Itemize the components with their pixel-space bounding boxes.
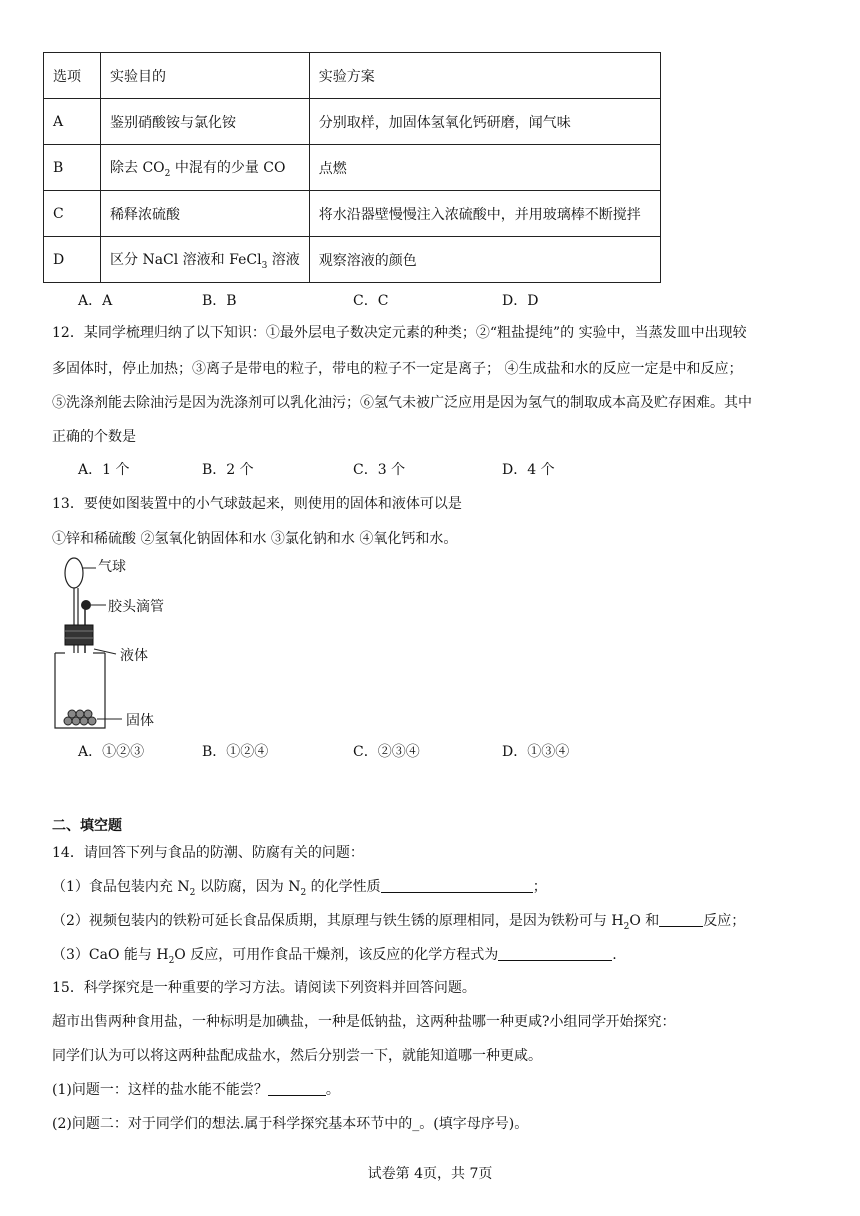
q11-option-a: A．A bbox=[78, 293, 113, 309]
balloon-label: 气球 bbox=[98, 559, 126, 575]
q15-line: 超市出售两种食用盐，一种标明是加碘盐，一种是低钠盐，这两种盐哪一种更咸?小组同学开始探究： bbox=[52, 1014, 676, 1030]
q13-stem: 13．要使如图装置中的小气球鼓起来，则使用的固体和液体可以是 bbox=[52, 496, 462, 512]
q14-stem: 14．请回答下列与食品的防潮、防腐有关的问题： bbox=[52, 845, 364, 861]
page-footer: 试卷第 4页，共 7页 bbox=[367, 1166, 493, 1182]
option-cell: D bbox=[44, 237, 101, 283]
q12-option-c: C．3 个 bbox=[353, 462, 406, 478]
q13-option-d: D．①③④ bbox=[502, 744, 570, 760]
section-heading: 二、填空题 bbox=[52, 818, 122, 834]
table-header-row bbox=[44, 53, 661, 99]
q15-question2: (2)问题二：对于同学们的想法.属于科学探究基本环节中的_。(填字母序号)。 bbox=[52, 1116, 529, 1132]
q14-part1: （1）食品包装内充 $N_2$ 以防腐，因为 $N_2$ 的化学性质 ； bbox=[52, 879, 547, 898]
q12-option-d: D．4 个 bbox=[502, 462, 555, 478]
option-cell: B bbox=[44, 145, 101, 191]
plan-cell: 点燃 bbox=[309, 145, 660, 191]
apparatus-figure bbox=[50, 553, 240, 733]
q12-line: 12．某同学梳理归纳了以下知识：①最外层电子数决定元素的种类；②“粗盐提纯”的 实验中，当蒸发皿中出现较 bbox=[52, 325, 747, 341]
header-cell: 实验方案 bbox=[309, 53, 660, 99]
purpose-cell: 除去 $CO_2$ 中混有的少量 CO bbox=[101, 145, 310, 191]
answer-blank[interactable] bbox=[659, 912, 703, 927]
q13-choices: ①锌和稀硫酸 ②氢氧化钠固体和水 ③氯化钠和水 ④氧化钙和水。 bbox=[52, 531, 458, 547]
purpose-cell: 稀释浓硫酸 bbox=[101, 191, 310, 237]
q14-part2: （2）视频包装内的铁粉可延长食品保质期，其原理与铁生锈的原理相同，是因为铁粉可与 $H_2O$ 和 反应； bbox=[52, 913, 746, 932]
answer-blank[interactable] bbox=[381, 878, 533, 893]
header-cell: 选项 bbox=[44, 53, 101, 99]
q11-option-b: B．B bbox=[202, 293, 237, 309]
option-cell: C bbox=[44, 191, 101, 237]
option-cell: A bbox=[44, 99, 101, 145]
q15-stem: 15．科学探究是一种重要的学习方法。请阅读下列资料并回答问题。 bbox=[52, 980, 476, 996]
dropper-label: 胶头滴管 bbox=[108, 599, 164, 615]
plan-cell: 观察溶液的颜色 bbox=[309, 237, 660, 283]
purpose-cell: 区分 NaCl 溶液和 FeCl$_3$ 溶液 bbox=[101, 237, 310, 283]
liquid-label: 液体 bbox=[120, 648, 148, 664]
table-row bbox=[44, 191, 661, 237]
q12-line: 正确的个数是 bbox=[52, 429, 136, 445]
answer-blank[interactable] bbox=[268, 1081, 326, 1096]
plan-cell: 将水沿器壁慢慢注入浓硫酸中，并用玻璃棒不断搅拌 bbox=[309, 191, 660, 237]
q11-option-d: D．D bbox=[502, 293, 539, 309]
q12-option-b: B．2 个 bbox=[202, 462, 254, 478]
table-row bbox=[44, 99, 661, 145]
plan-cell: 分别取样，加固体氢氧化钙研磨，闻气味 bbox=[309, 99, 660, 145]
purpose-cell: 鉴别硝酸铵与氯化铵 bbox=[101, 99, 310, 145]
answer-blank[interactable] bbox=[498, 946, 612, 961]
q14-part3: （3）CaO 能与 $H_2O$ 反应，可用作食品干燥剂，该反应的化学方程式为 . bbox=[52, 947, 617, 966]
q12-option-a: A．1 个 bbox=[78, 462, 130, 478]
table-row bbox=[44, 145, 661, 191]
q11-option-c: C．C bbox=[353, 293, 389, 309]
q13-option-c: C．②③④ bbox=[353, 744, 420, 760]
q12-line: 多固体时，停止加热；③离子是带电的粒子，带电的粒子不一定是离子； ④生成盐和水的反应一定是中和反应； bbox=[52, 361, 743, 377]
apparatus-drawing bbox=[50, 553, 240, 733]
q13-option-b: B．①②④ bbox=[202, 744, 269, 760]
q15-line: 同学们认为可以将这两种盐配成盐水，然后分别尝一下，就能知道哪一种更咸。 bbox=[52, 1048, 542, 1064]
table-row bbox=[44, 237, 661, 283]
experiment-table bbox=[43, 52, 661, 283]
solid-label: 固体 bbox=[126, 713, 154, 729]
header-cell: 实验目的 bbox=[101, 53, 310, 99]
q15-question1: (1)问题一：这样的盐水能不能尝？ 。 bbox=[52, 1082, 340, 1098]
q13-option-a: A．①②③ bbox=[78, 744, 145, 760]
q12-line: ⑤洗涤剂能去除油污是因为洗涤剂可以乳化油污；⑥氢气未被广泛应用是因为氢气的制取成本高及贮存困难。其中 bbox=[52, 395, 752, 411]
